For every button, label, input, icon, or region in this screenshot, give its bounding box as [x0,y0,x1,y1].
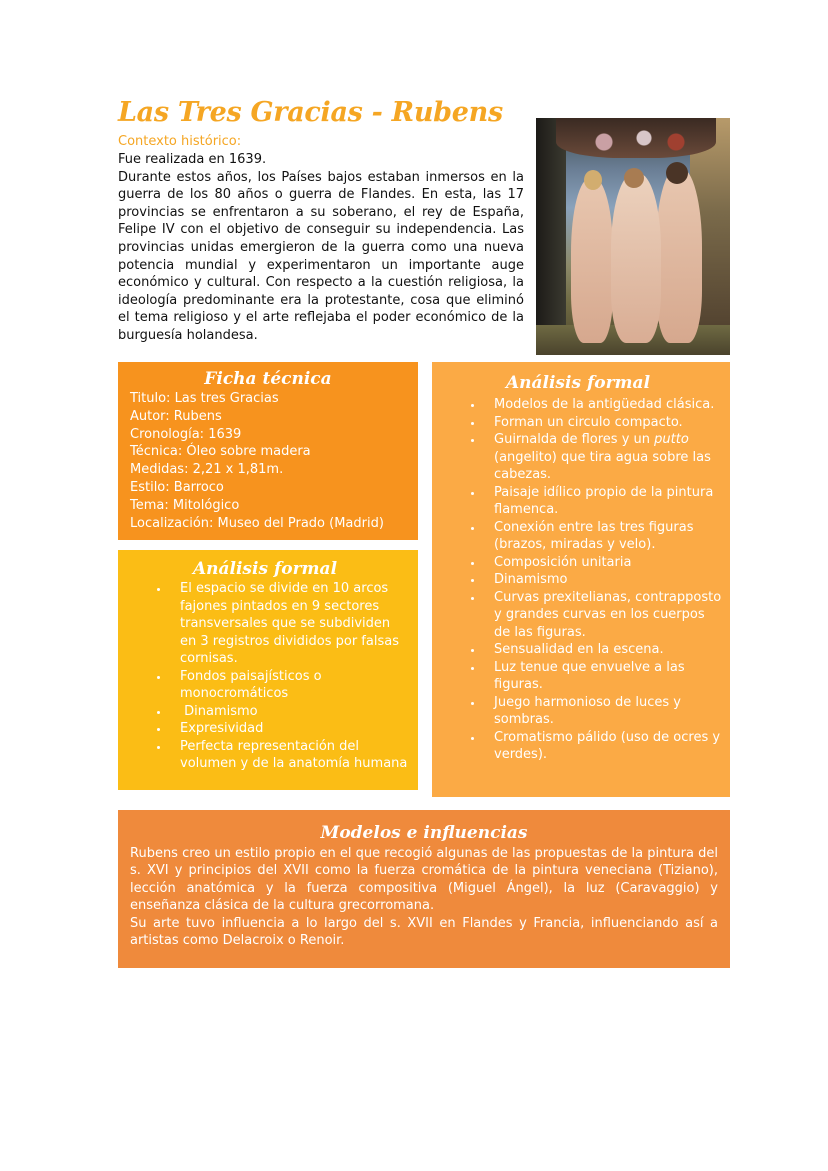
list-item: • Paisaje idílico propio de la pintura flamenca. [484,484,722,519]
modelos-paragraph: Su arte tuvo influencia a lo largo del s. XVII en Flandes y Francia, influenciando así a artistas como Delacroix o Renoir. [130,915,718,949]
intro-paragraph: Fue realizada en 1639. [118,152,267,167]
list-item: • Conexión entre las tres figuras (brazos, miradas y velo). [484,519,722,554]
list-item-text: (angelito) que tira agua sobre las cabezas. [494,432,715,482]
historical-context-text [118,151,524,345]
painting-figure-head [666,162,688,184]
painting-tree-detail [536,118,566,355]
list-item: • Dinamismo [484,571,722,589]
list-item: • Juego harmonioso de luces y sombras. [484,694,722,729]
ficha-row-tema: Tema: Mitológico [130,497,240,513]
ficha-row-medidas: Medidas: 2,21 x 1,81m. [130,462,284,478]
intro-paragraph: Durante estos años, los Países bajos estaban inmersos en la guerra de los 80 años o guerra de Flandes. En esta, las 17 provincias se enfrentaron a su soberano, el rey de España, Felipe IV con el objetivo de conseguir su independencia. Las provincias unidas emergieron de la guerra como una nueva potencia mundial y experimentaron un importante auge económico y cultural. Con respecto a la cuestión religiosa, la ideología predominante era la protestante, cosa que eliminó el tema religioso y el arte reflejaba el poder económico de la burguesía holandesa. [118,169,524,343]
list-item: • Cromatismo pálido (uso de ocres y verdes). [484,729,722,764]
list-item: • Sensualidad en la escena. [484,641,722,659]
analisis-formal-left-list [120,580,410,773]
analisis-formal-left-title: Análisis formal [192,559,338,579]
painting-figure [656,168,702,343]
list-item: • Expresividad [170,720,410,738]
painting-garland-detail [556,118,716,158]
analisis-formal-right-list [434,396,722,764]
painting-figure-head [624,168,644,188]
putto-italic-term: putto [654,432,689,447]
ficha-row-estilo: Estilo: Barroco [130,479,224,495]
list-item: • Dinamismo [170,703,410,721]
ficha-row-tecnica: Técnica: Óleo sobre madera [130,444,311,460]
modelos-influencias-box [118,810,730,968]
list-item: • Composición unitaria [484,554,722,572]
ficha-row-localizacion: Localización: Museo del Prado (Madrid) [130,515,384,531]
list-item: • Forman un circulo compacto. [484,414,722,432]
list-item: • Curvas prexitelianas, contrapposto y grandes curvas en los cuerpos de las figuras. [484,589,722,642]
list-item: • Fondos paisajísticos o monocromáticos [170,668,410,703]
analisis-formal-left-box [118,550,418,790]
ficha-row-autor: Autor: Rubens [130,408,222,424]
list-item: • El espacio se divide en 10 arcos fajones pintados en 9 sectores transversales que se subdividen en 3 registros divididos por falsas cornisas. [170,580,410,668]
ficha-tecnica-title: Ficha técnica [204,369,332,389]
modelos-influencias-title: Modelos e influencias [320,823,528,843]
modelos-paragraph: Rubens creo un estilo propio en el que recogió algunas de las propuestas de la pintura del s. XVI y principios del XVII como la fuerza cromática de la pintura veneciana (Tiziano), lección anatómica y la fuerza compositiva (Miguel Ángel), la luz (Caravaggio) y enseñanza clásica de la cultura grecorromana. [130,846,718,914]
section-subtitle-contexto: Contexto histórico: [118,134,242,149]
analisis-formal-right-box [432,362,730,797]
list-item [484,431,722,484]
list-item: • Luz tenue que envuelve a las figuras. [484,659,722,694]
painting-image [536,118,730,355]
painting-figure-head [584,170,602,190]
ficha-row-cronologia: Cronología: 1639 [130,426,242,442]
list-item-text: Guirnalda de flores y un [494,432,655,447]
painting-figure [571,178,613,343]
page-title: Las Tres Gracias - Rubens [118,97,503,128]
analisis-formal-right-title: Análisis formal [505,373,651,393]
ficha-tecnica-box [118,362,418,540]
painting-figure [611,173,661,343]
list-item: • Perfecta representación del volumen y de la anatomía humana [170,738,410,773]
ficha-row-titulo: Titulo: Las tres Gracias [130,391,279,406]
list-item: • Modelos de la antigüedad clásica. [484,396,722,414]
